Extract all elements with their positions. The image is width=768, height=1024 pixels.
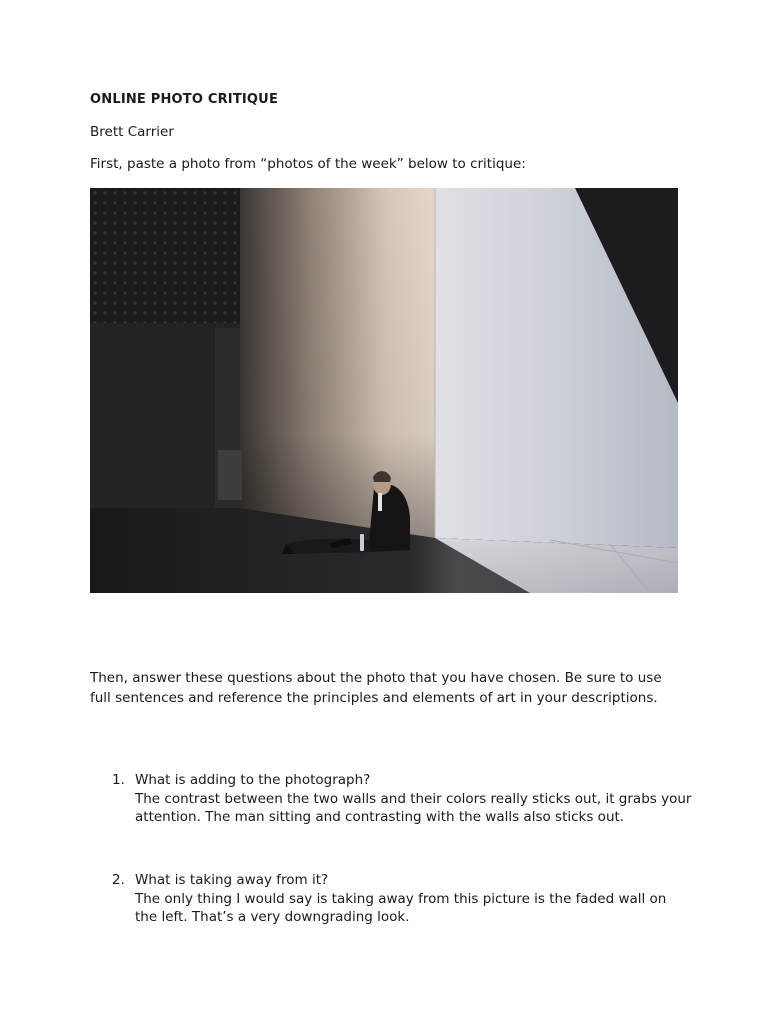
photo-scene <box>90 188 678 593</box>
question-text: What is adding to the photograph? <box>135 772 371 788</box>
question-number: 2. <box>112 872 125 888</box>
instruction-text: First, paste a photo from “photos of the week” below to critique: <box>90 156 526 172</box>
author-name: Brett Carrier <box>90 124 174 140</box>
question-item-2 <box>112 871 692 927</box>
critique-photo <box>90 188 678 593</box>
answer-text: The only thing I would say is taking away from this picture is the faded wall on the left. That’s a very downgrading look. <box>135 890 667 925</box>
answer-text: The contrast between the two walls and their colors really sticks out, it grabs your attention. The man sitting and contrasting with the walls also sticks out. <box>135 790 692 825</box>
question-text: What is taking away from it? <box>135 872 329 888</box>
document-title: ONLINE PHOTO CRITIQUE <box>90 92 279 107</box>
question-item-1 <box>112 771 692 827</box>
intro-paragraph: Then, answer these questions about the photo that you have chosen. Be sure to use full sentences and reference the principles and elements of art in your descriptions. <box>90 670 662 706</box>
question-number: 1. <box>112 772 125 788</box>
